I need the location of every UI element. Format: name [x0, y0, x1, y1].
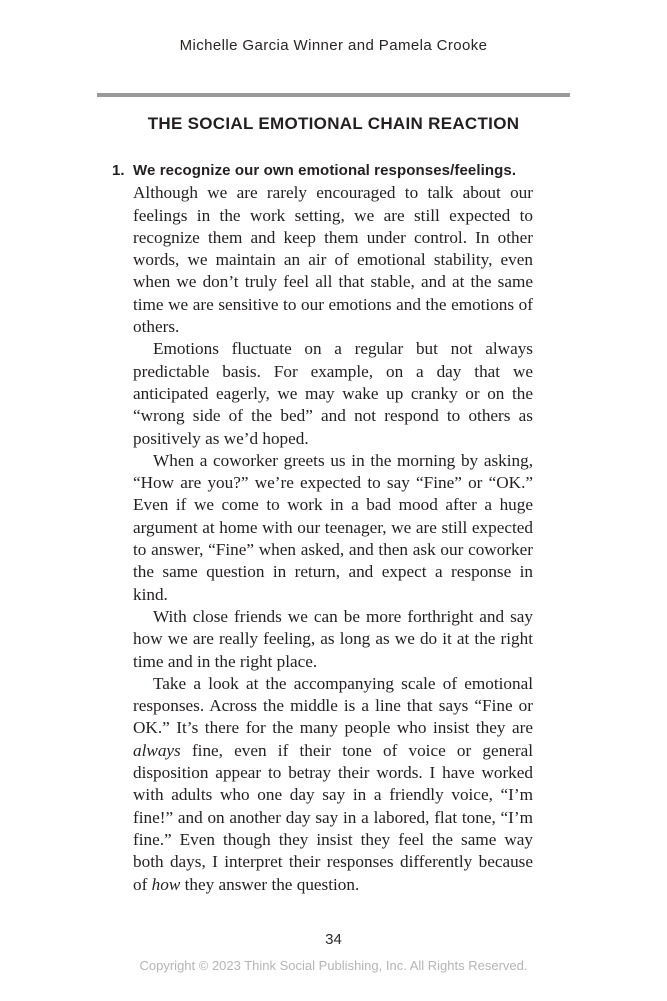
italic-text: always — [133, 740, 181, 760]
body-text: With close friends we can be more forthright and say how we are really feeling, as long as we do it at the right time and in the right place. — [133, 606, 533, 671]
numbered-list-item — [112, 160, 533, 896]
list-heading: We recognize our own emotional responses/feelings. — [133, 162, 517, 179]
body-text: they answer the question. — [180, 874, 360, 894]
body-text: Take a look at the accompanying scale of emotional responses. Across the middle is a line that says “Fine or OK.” It’s there for the many people who insist they are — [133, 673, 533, 738]
list-number: 1. — [112, 162, 125, 179]
copyright-notice: Copyright © 2023 Think Social Publishing, Inc. All Rights Reserved. — [139, 958, 528, 973]
paragraph — [133, 450, 533, 606]
paragraph — [133, 182, 533, 338]
body-text: Emotions fluctuate on a regular but not always predictable basis. For example, on a day that we anticipated eagerly, we may wake up cranky or on the “wrong side of the bed” and not respond to others as positively as we’d hoped. — [133, 339, 533, 448]
page-number: 34 — [325, 931, 342, 948]
running-header-author: Michelle Garcia Winner and Pamela Crooke — [179, 37, 488, 54]
list-content — [133, 160, 533, 896]
body-text: fine, even if their tone of voice or general disposition appear to betray their words. I have worked with adults who one day say in a friendly voice, “I’m fine!” and on another day say in a labored, flat tone, “I’m fine.” Even though they insist they feel the same way both days, I interpret their responses differently because of — [133, 740, 533, 894]
body-paragraphs — [133, 182, 533, 896]
paragraph — [133, 338, 533, 449]
section-title: THE SOCIAL EMOTIONAL CHAIN REACTION — [147, 114, 520, 133]
divider-rule — [97, 93, 570, 97]
paragraph — [133, 673, 533, 896]
body-text: When a coworker greets us in the morning by asking, “How are you?” we’re expected to say “Fine” or “OK.” Even if we come to work in a bad mood after a huge argument at home with our teenager, we are still expected to answer, “Fine” when asked, and then ask our coworker the same question in return, and expect a response in kind. — [133, 450, 533, 604]
italic-text: how — [151, 874, 181, 894]
paragraph — [133, 606, 533, 673]
body-text: Although we are rarely encouraged to talk about our feelings in the work setting, we are still expected to recognize them and keep them under control. In other words, we maintain an air of emotional stability, even when we don’t truly feel all that stable, and at the same time we are sensitive to our emotions and the emotions of others. — [133, 183, 533, 337]
